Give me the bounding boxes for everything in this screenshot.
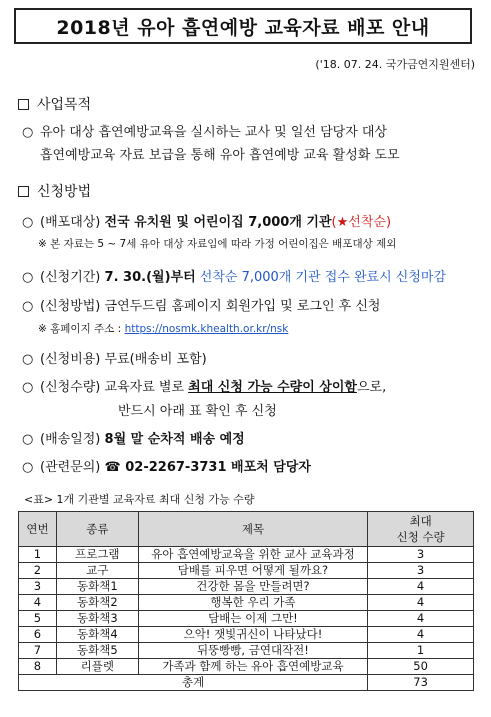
cell-type: 교구 (56, 563, 138, 579)
method-line (22, 295, 381, 314)
period-line (22, 266, 446, 285)
homepage-link[interactable]: https://nosmk.khealth.or.kr/nsk (124, 323, 289, 335)
cell-qty: 3 (368, 563, 474, 579)
cell-title: 유아 흡연예방교육을 위한 교사 교육과정 (138, 547, 367, 563)
cell-title: 뒤뚱빵빵, 금연대작전! (138, 643, 367, 659)
cell-qty: 4 (368, 595, 474, 611)
cell-qty: 1 (368, 643, 474, 659)
qty-label: (신청수량) (40, 380, 101, 395)
total-value: 73 (368, 675, 474, 691)
cell-type: 동화책1 (56, 579, 138, 595)
cell-type: 동화책4 (56, 627, 138, 643)
target-line (22, 211, 391, 230)
delivery-text: 8월 말 순차적 배송 예정 (104, 432, 245, 447)
table-caption: <표> 1개 기관별 교육자료 최대 신청 가능 수량 (24, 493, 255, 506)
cell-title: 가족과 함께 하는 유아 흡연예방교육 (138, 659, 367, 675)
checkbox-square-icon (18, 186, 29, 197)
materials-table (18, 511, 474, 691)
cell-no: 2 (19, 563, 57, 579)
cell-title: 행복한 우리 가족 (138, 595, 367, 611)
header-max-qty: 최대 신청 수량 (368, 512, 474, 547)
homepage-note (38, 321, 288, 336)
purpose-text-1: 유아 대상 흡연예방교육을 실시하는 교사 및 일선 담당자 대상 (40, 125, 388, 140)
target-label: (배포대상) (40, 215, 101, 230)
apply-heading (18, 181, 91, 201)
cell-type: 리플렛 (56, 659, 138, 675)
target-text: 전국 유치원 및 어린이집 7,000개 기관 (104, 215, 332, 230)
target-note: (★선착순) (331, 215, 392, 230)
cell-qty: 4 (368, 611, 474, 627)
cell-no: 5 (19, 611, 57, 627)
cell-title: 으악! 잿빛귀신이 나타났다! (138, 627, 367, 643)
table-row (19, 547, 474, 563)
table-total-row (19, 675, 474, 691)
qty-line (22, 376, 386, 395)
qty-text-line2: 반드시 아래 표 확인 후 신청 (118, 404, 277, 419)
qty-line-2 (118, 400, 277, 419)
page-title: 2018년 유아 흡연예방 교육자료 배포 안내 (14, 8, 472, 44)
purpose-line-1 (22, 121, 387, 140)
cell-no: 3 (19, 579, 57, 595)
circle-bullet-icon: ○ (22, 270, 34, 285)
purpose-line-2 (40, 144, 400, 163)
table-row (19, 563, 474, 579)
table-row (19, 643, 474, 659)
period-label: (신청기간) (40, 270, 101, 285)
contact-line (22, 456, 311, 475)
header-type: 종류 (56, 512, 138, 547)
cell-type: 동화책5 (56, 643, 138, 659)
circle-bullet-icon: ○ (22, 380, 34, 395)
target-sub-note: ※ 본 자료는 5 ~ 7세 유아 대상 자료임에 따라 가정 어린이집은 배포대상 제외 (38, 238, 397, 250)
cell-no: 7 (19, 643, 57, 659)
table-row (19, 659, 474, 675)
method-text: 금연두드림 홈페이지 회원가입 및 로그인 후 신청 (104, 299, 381, 314)
cell-title: 담배는 이제 그만! (138, 611, 367, 627)
circle-bullet-icon: ○ (22, 352, 34, 367)
contact-text: ☎ 02-2267-3731 배포처 담당자 (104, 460, 311, 475)
table-row (19, 611, 474, 627)
cost-line (22, 348, 207, 367)
apply-heading-text: 신청방법 (37, 184, 92, 200)
cell-no: 1 (19, 547, 57, 563)
method-label: (신청방법) (40, 299, 101, 314)
cell-no: 8 (19, 659, 57, 675)
qty-text-1: 교육자료 별로 (104, 380, 185, 395)
cell-type: 동화책2 (56, 595, 138, 611)
circle-bullet-icon: ○ (22, 125, 34, 140)
cell-no: 4 (19, 595, 57, 611)
header-title: 제목 (138, 512, 367, 547)
cell-title: 담배를 피우면 어떻게 될까요? (138, 563, 367, 579)
circle-bullet-icon: ○ (22, 432, 34, 447)
period-text: 7. 30.(월)부터 (104, 270, 196, 285)
contact-label: (관련문의) (40, 460, 101, 475)
cell-qty: 3 (368, 547, 474, 563)
cell-qty: 4 (368, 579, 474, 595)
table-row (19, 579, 474, 595)
circle-bullet-icon: ○ (22, 215, 34, 230)
qty-text-2: 으로, (356, 380, 387, 395)
table-row (19, 595, 474, 611)
cell-qty: 4 (368, 627, 474, 643)
qty-text-underlined: 최대 신청 가능 수량이 상이함 (188, 380, 357, 395)
circle-bullet-icon: ○ (22, 460, 34, 475)
cost-text: 무료(배송비 포함) (104, 352, 207, 367)
table-header-row (19, 512, 474, 547)
period-highlight: 선착순 7,000개 기관 접수 완료시 신청마감 (199, 270, 447, 285)
header-no: 연번 (19, 512, 57, 547)
circle-bullet-icon: ○ (22, 299, 34, 314)
table-row (19, 627, 474, 643)
delivery-line (22, 428, 245, 447)
delivery-label: (배송일정) (40, 432, 101, 447)
cell-qty: 50 (368, 659, 474, 675)
total-label: 총계 (19, 675, 368, 691)
cell-title: 건강한 몸을 만들려면? (138, 579, 367, 595)
cell-type: 프로그램 (56, 547, 138, 563)
purpose-heading-text: 사업목적 (37, 97, 92, 113)
homepage-label: ※ 홈페이지 주소 : (38, 323, 122, 335)
cell-no: 6 (19, 627, 57, 643)
cell-type: 동화책3 (56, 611, 138, 627)
purpose-heading (18, 94, 91, 114)
issue-date: ('18. 07. 24. 국가금연지원센터) (315, 58, 475, 71)
purpose-text-2: 흡연예방교육 자료 보급을 통해 유아 흡연예방 교육 활성화 도모 (40, 148, 400, 163)
cost-label: (신청비용) (40, 352, 101, 367)
checkbox-square-icon (18, 99, 29, 110)
